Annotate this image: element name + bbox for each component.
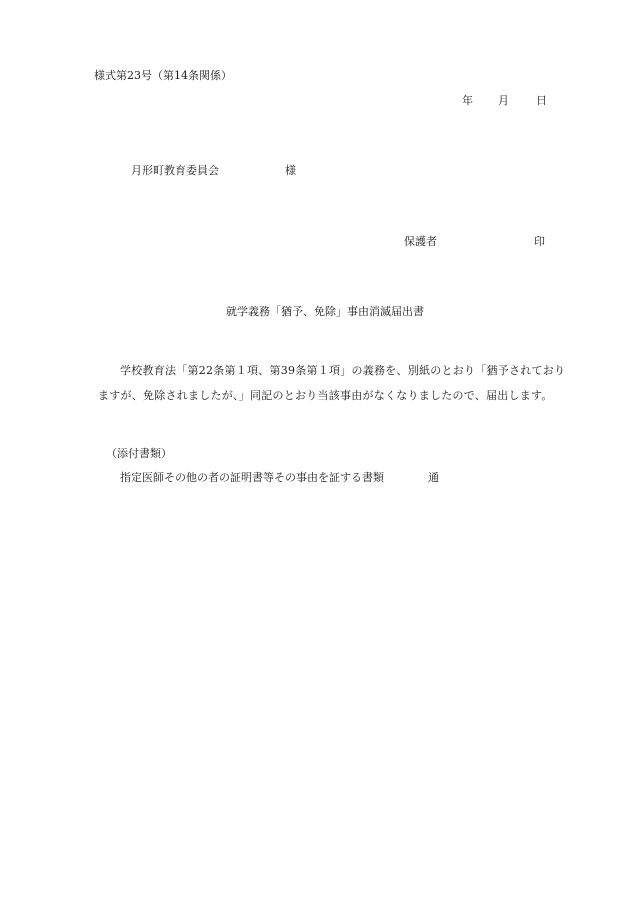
addressee-honorific: 様 [285,164,296,177]
document-title: 就学義務「猶予、免除」事由消滅届出書 [226,305,424,318]
attachment-item: 指定医師その他の者の証明書等その事由を証する書類 [120,471,384,484]
body-paragraph: 学校教育法「第22条第１項、第39条第１項」の義務を、別紙のとおり「猶予されておりますが、免除されましたが、」同記のとおり当該事由がなくなりましたので、届出します。 [98,364,566,402]
date-day-label: 日 [536,94,547,107]
seal-label: 印 [534,235,545,248]
addressee-name: 月形町教育委員会 [131,164,219,177]
guardian-label: 保護者 [404,235,437,248]
attachment-count-label: 通 [428,471,439,484]
date-month-label: 月 [498,94,509,107]
form-number: 様式第23号（第14条関係） [94,69,232,82]
date-year-label: 年 [462,94,473,107]
attachments-heading: （添付書類） [106,447,172,460]
